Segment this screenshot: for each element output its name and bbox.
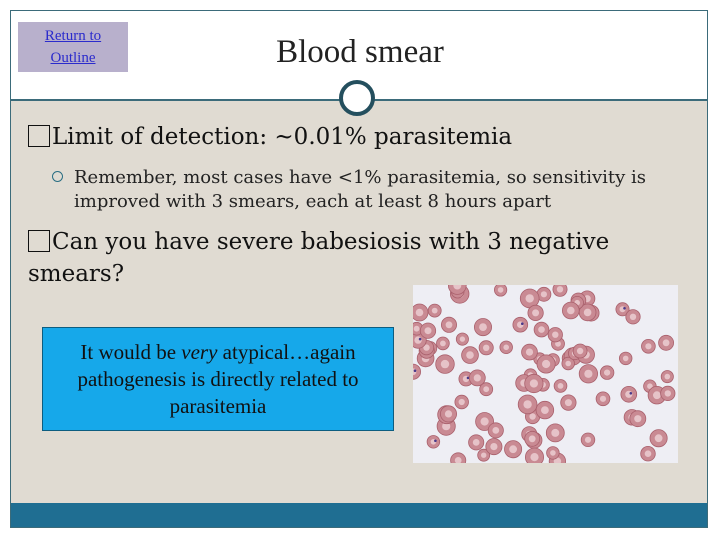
slide-title: Blood smear (276, 34, 444, 70)
divider-ring-icon (339, 80, 375, 116)
callout-text (53, 339, 383, 420)
footer-bar (11, 503, 707, 527)
missing-glyph-box-icon (28, 125, 50, 147)
return-to-outline-link[interactable] (18, 22, 128, 72)
answer-callout-box (42, 327, 394, 431)
bullet-limit-of-detection (28, 124, 512, 150)
bullet-3-text: Can you have severe babesiosis with 3 negative smears? (28, 229, 610, 287)
callout-text-post: atypical…again pathogenesis is directly related to parasitemia (77, 339, 359, 418)
callout-text-emphasis: very (181, 339, 218, 364)
return-link-line-2: Outline (50, 50, 96, 66)
callout-text-pre: It would be (80, 339, 182, 364)
bullet-1-text: Limit of detection: ~0.01% parasitemia (52, 124, 513, 150)
hollow-circle-bullet-icon (52, 171, 63, 182)
bullet-severe-babesiosis (28, 226, 678, 290)
sub-bullet-text: Remember, most cases have <1% parasitemia, so sensitivity is improved with 3 smears, each at least 8 hours apart (74, 167, 647, 212)
blood-smear-image (413, 285, 678, 463)
return-link-label (45, 25, 101, 69)
sub-bullet-sensitivity (52, 166, 692, 214)
missing-glyph-box-icon (28, 230, 50, 252)
return-link-line-1: Return to (44, 28, 102, 44)
